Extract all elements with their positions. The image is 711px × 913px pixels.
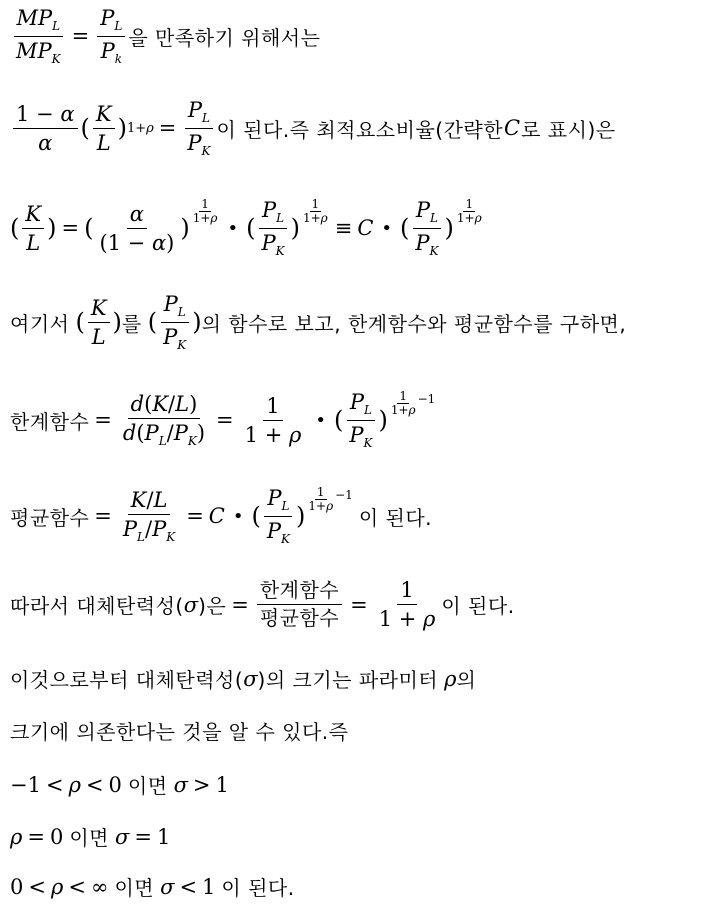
line-8-prefix: 이것으로부터 대체탄력성( xyxy=(10,668,244,692)
fraction-alpha-2: $\frac{\alpha}{(1 - \alpha)}$ xyxy=(99,201,175,255)
fraction-pl-pk: $\frac{P_L}{P_K}$ xyxy=(184,98,213,159)
equation-line-6: 평균함수 = $\frac{K/L}{P_L/P_K}$ = C • ( $\frac{P_L}{P_K}$ ) $\frac{1}{1+\rho}$ −1 이 된다. xyxy=(10,485,433,546)
equation-line-4: 여기서 ( $\frac{K}{L}$ ) 를 ( $\frac{P_L}{P_K}$ ) 의 함수로 보고, 한계함수와 평균함수를 구하면, xyxy=(10,292,627,352)
condition-1-text: 이면 xyxy=(127,774,168,798)
condition-line-1: −1 < ρ < 0 이면 σ > 1 xyxy=(10,770,229,799)
line-9-text: 크기에 의존한다는 것을 알 수 있다.즉 xyxy=(10,720,349,744)
line-7-suffix: 이 된다. xyxy=(441,594,515,619)
line-2-text-2: 로 표시)은 xyxy=(521,117,616,142)
fraction-marginal-over-average: $\frac{\text{한계함수}}{\text{평균함수}}$ xyxy=(257,579,342,630)
equation-line-2: $\frac{1 - \alpha}{\alpha}$ ( $\frac{K}{L}$ ) 1+ρ = $\frac{P_L}{P_K}$ 이 된다.즉 최적요소비율(간략한 C 로 표시)은 xyxy=(10,98,616,159)
condition-2-text: 이면 xyxy=(69,826,109,850)
line-4-mid: 를 xyxy=(121,311,142,336)
line-7-prefix: 따라서 대체탄력성( xyxy=(10,594,184,619)
line-2-text: 이 된다.즉 최적요소비율(간략한 xyxy=(216,117,504,142)
equation-line-7: 따라서 대체탄력성( σ )은 = $\frac{\text{한계함수}}{\text{평균함수}}$ = $\frac{1}{1 + \rho}$ 이 된다. xyxy=(10,578,515,632)
rho-symbol: ρ xyxy=(444,666,457,691)
sigma-symbol: σ xyxy=(183,592,199,617)
fraction-derivative: $\frac{d(K/L)}{d(P_L/P_K)}$ xyxy=(122,391,206,448)
line-1-text: 을 만족하기 위해서는 xyxy=(128,25,321,50)
fraction-alpha: $\frac{1 - \alpha}{\alpha}$ xyxy=(13,102,78,155)
symbol-c: C xyxy=(504,116,521,141)
fraction-price-ratio: $\frac{P_L}{P_k}$ xyxy=(97,6,125,67)
condition-line-2: ρ = 0 이면 σ = 1 xyxy=(10,822,170,851)
marginal-function-label: 한계함수 xyxy=(10,409,90,434)
condition-line-3: 0 < ρ < ∞ 이면 σ < 1 이 된다. xyxy=(10,872,295,901)
condition-3-suffix: 이 된다. xyxy=(221,876,295,900)
fraction-k-over-l: $\frac{K}{L}$ xyxy=(93,102,115,155)
line-4-suffix: 의 함수로 보고, 한계함수와 평균함수를 구하면, xyxy=(201,311,627,336)
text-line-8 xyxy=(10,664,476,693)
equation-line-1: $\frac{MP_L}{MP_K}$ = $\frac{P_L}{P_k}$ 을 만족하기 위해서는 xyxy=(10,6,320,67)
line-6-suffix: 이 된다. xyxy=(358,505,433,530)
line-7-mid: )은 xyxy=(198,594,227,619)
line-8-suffix: 의 xyxy=(456,668,477,692)
equation-line-3: ( $\frac{K}{L}$ ) = ( $\frac{\alpha}{(1 - \alpha)}$ ) $\frac{1}{1+\rho}$ • ( $\frac{P_L}{P_K}$ ) $\frac{1}{1+\rho}$ ≡ C • ( $\frac{P_L}{P_K}$ ) $\frac{1}{1+\rho}$ xyxy=(10,197,482,258)
line-4-prefix: 여기서 xyxy=(10,311,70,336)
condition-3-text: 이면 xyxy=(114,876,155,900)
sigma-symbol-2: σ xyxy=(243,666,258,691)
equation-line-5: 한계함수 = $\frac{d(K/L)}{d(P_L/P_K)}$ = $\frac{1}{1 + \rho}$ • ( $\frac{P_L}{P_K}$ ) $\frac{1}{1+\rho}$ −1 xyxy=(10,389,436,450)
average-function-label: 평균함수 xyxy=(10,505,90,530)
fraction-mp-ratio: $\frac{MP_L}{MP_K}$ xyxy=(13,6,64,67)
line-8-mid: )의 크기는 파라미터 xyxy=(257,668,439,692)
text-line-9 xyxy=(10,716,348,745)
